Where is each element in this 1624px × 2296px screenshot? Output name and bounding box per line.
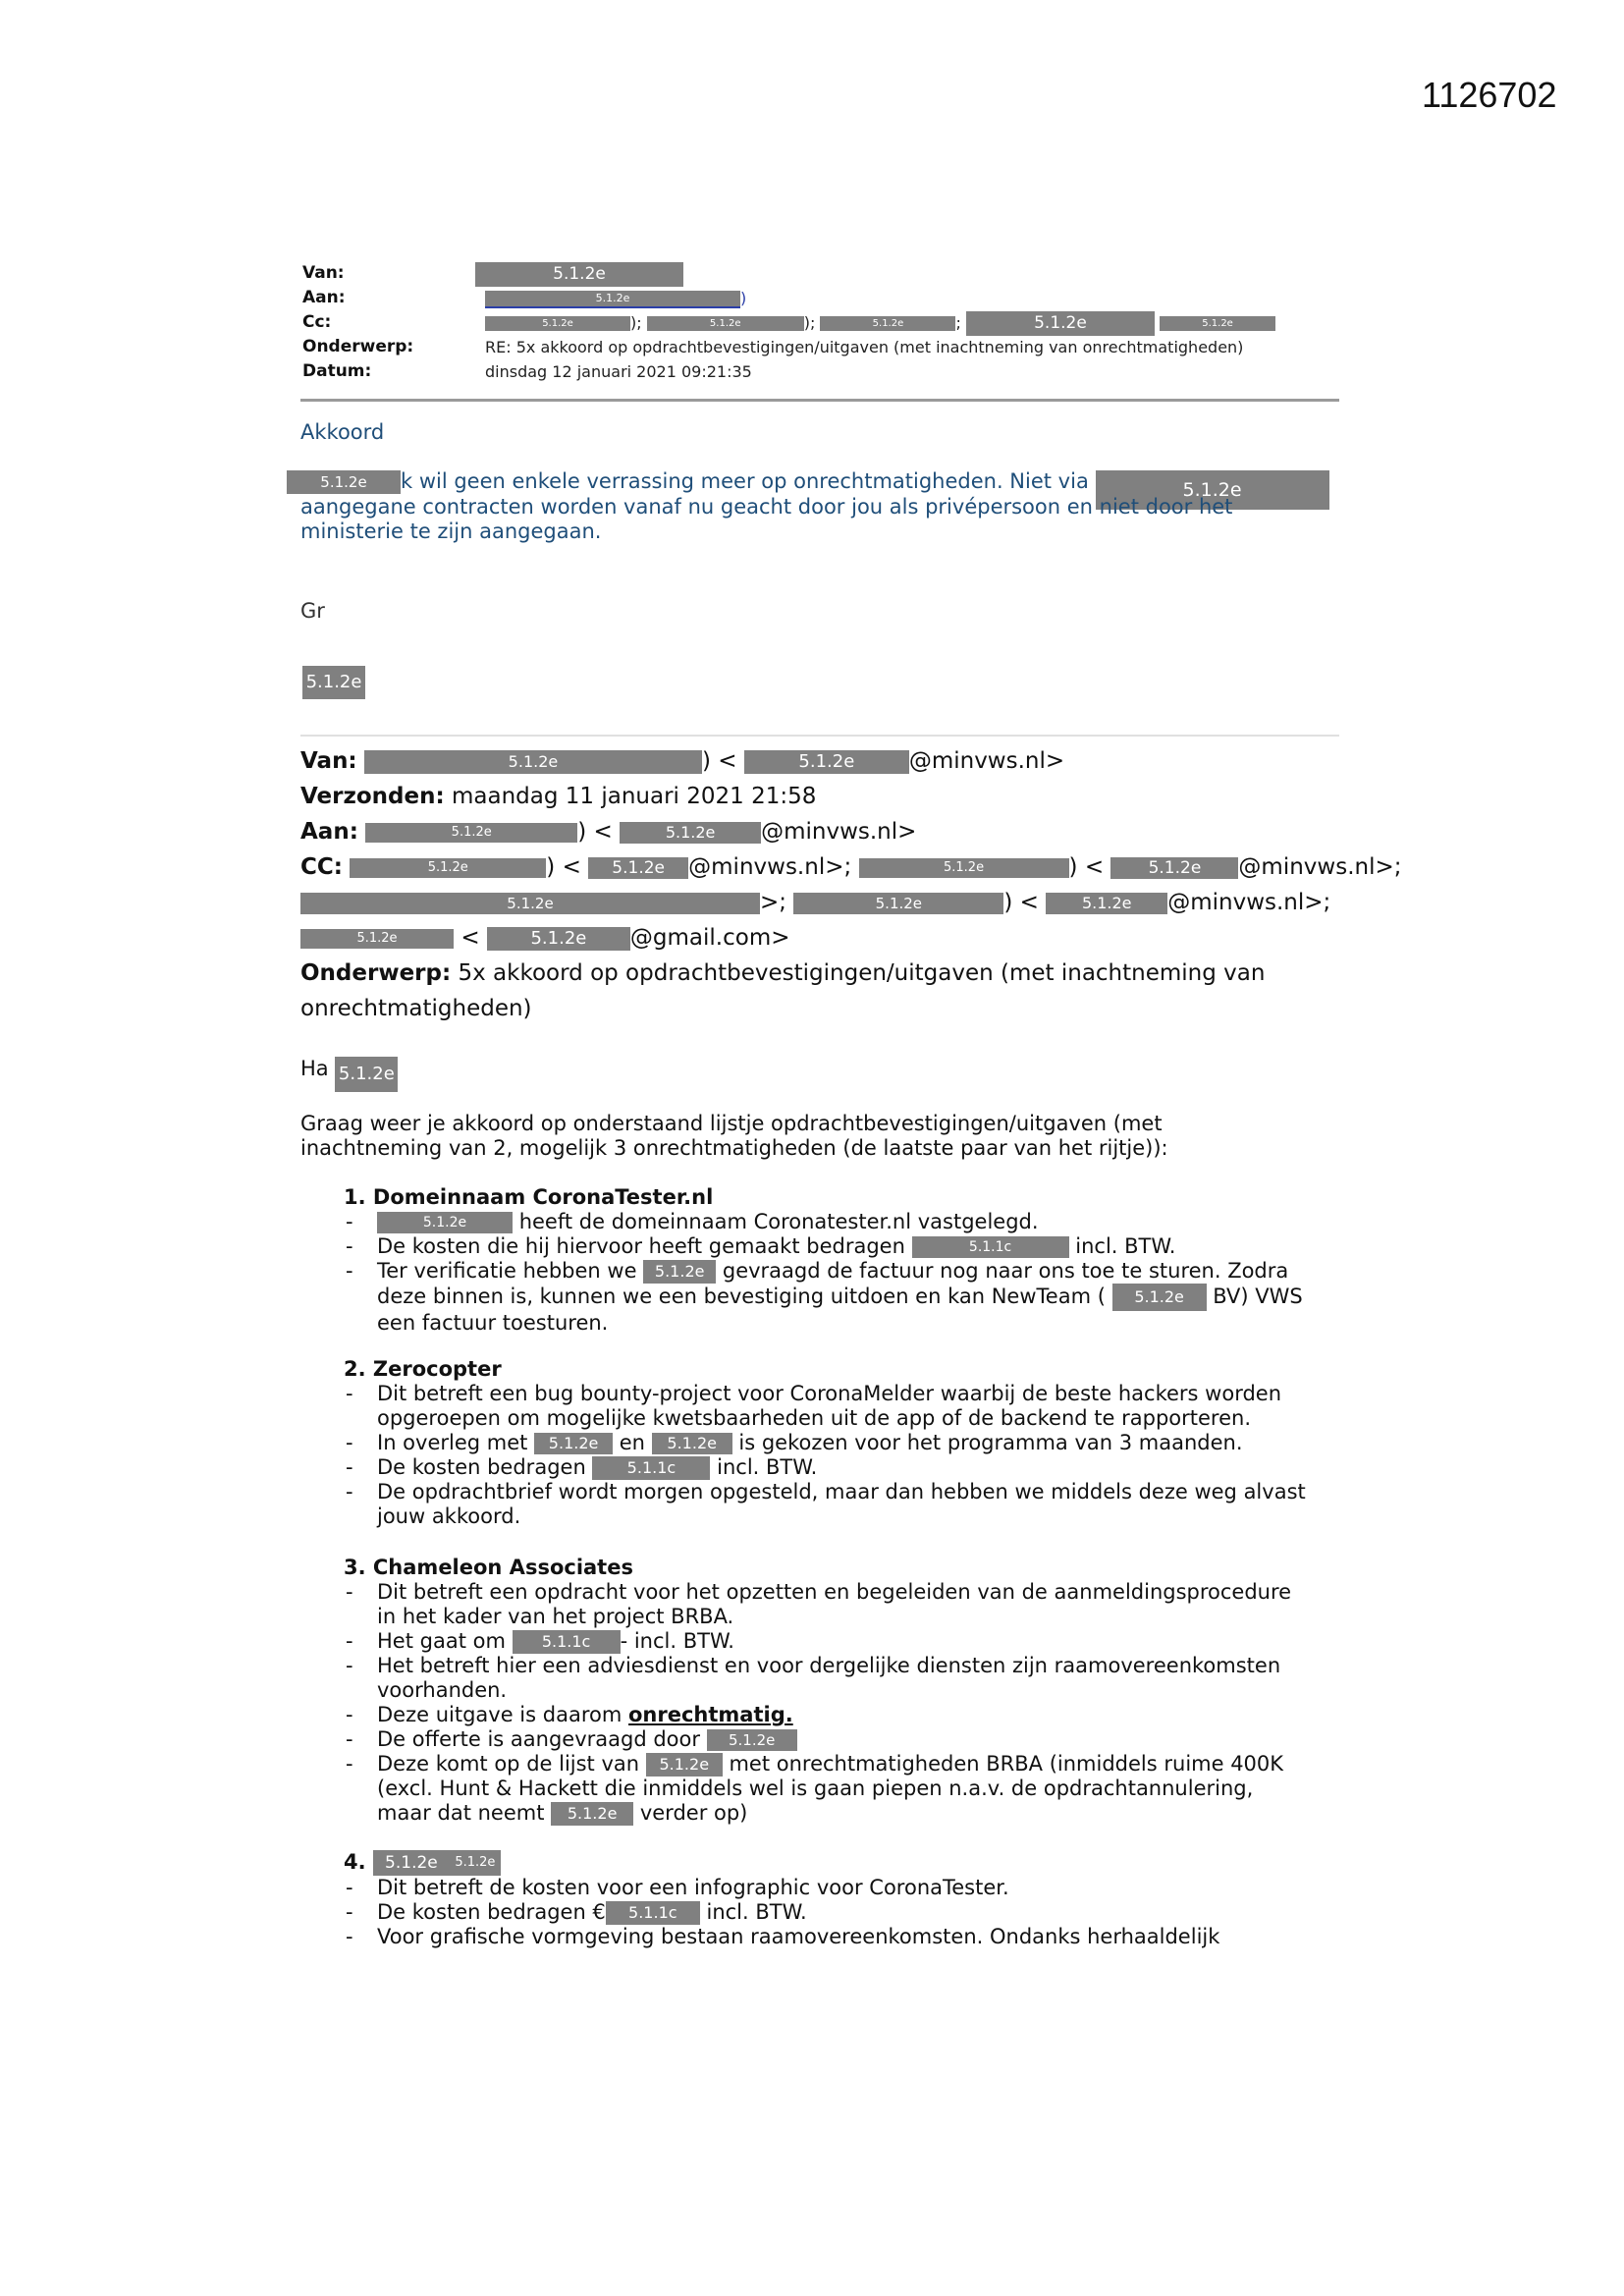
redaction-box: 5.1.2e: [1112, 1284, 1207, 1311]
redaction-box: 5.1.2e: [707, 1729, 797, 1751]
reply-paragraph-line-1: 5.1.2e k wil geen enkele verrassing meer op onrechtmatigheden. Niet via 5.1.2e: [287, 469, 1347, 510]
list-item: - Het gaat om 5.1.1c - incl. BTW.: [344, 1629, 1345, 1654]
paren: ): [740, 289, 747, 307]
redaction-box: 5.1.2e: [1046, 893, 1167, 914]
redaction-box: 5.1.2e: [373, 1850, 450, 1876]
redaction-box: 5.1.2e: [300, 929, 454, 949]
list-item: - Ter verificatie hebben we 5.1.2e gevraagd de factuur nog naar ons toe te sturen. Zodra deze binnen is, kunnen we een bevestiging uitdoen en kan NewTeam ( 5.1.2e BV) VWS een factuur toesturen.: [344, 1259, 1345, 1336]
date-value: dinsdag 12 januari 2021 09:21:35: [485, 362, 752, 381]
list-item: - Dit betreft een opdracht voor het opzetten en begeleiden van de aanmeldingsprocedure in het kader van het project BRBA.: [344, 1580, 1345, 1629]
redaction-box: 5.1.1c: [513, 1630, 621, 1654]
redaction-box: 5.1.1c: [592, 1456, 710, 1480]
list-item: - De kosten die hij hiervoor heeft gemaakt bedragen 5.1.1c incl. BTW.: [344, 1234, 1345, 1259]
fwd-cc-row-2: 5.1.2e >; 5.1.2e ) < 5.1.2e @minvws.nl>;: [300, 890, 1330, 915]
redaction-box: 5.1.2e: [820, 316, 955, 331]
redaction-box: 5.1.2e: [620, 822, 761, 844]
redaction-box: 5.1.2e: [793, 893, 1003, 914]
fwd-cc-row-3: 5.1.2e < 5.1.2e @gmail.com>: [300, 925, 790, 951]
redaction-box: 5.1.2e: [643, 1260, 716, 1284]
redaction-box: 5.1.2e: [485, 291, 740, 308]
redaction-box: 5.1.2e: [647, 316, 804, 331]
redaction-box: 5.1.2e: [302, 666, 365, 699]
document-id: 1126702: [1422, 75, 1557, 115]
redaction-box: 5.1.2e: [475, 262, 683, 287]
fwd-sent-row: Verzonden: maandag 11 januari 2021 21:58: [300, 784, 817, 809]
section-title: 2. Zerocopter: [344, 1357, 502, 1381]
list-item: - Deze uitgave is daarom onrechtmatig.: [344, 1703, 1345, 1727]
cc-separator: );: [630, 313, 642, 332]
redaction-box: 5.1.2e: [1096, 470, 1329, 510]
intro-line-1: Graag weer je akkoord op onderstaand lijstje opdrachtbevestigingen/uitgaven (met: [300, 1112, 1163, 1135]
redaction-box: 5.1.2e: [487, 927, 630, 951]
fwd-cc-row-1: CC: 5.1.2e ) < 5.1.2e @minvws.nl>; 5.1.2e ) < 5.1.2e @minvws.nl>;: [300, 854, 1402, 880]
cc-separator: ;: [955, 313, 961, 332]
reply-signature: [302, 666, 365, 699]
section-title: 4. 5.1.2e 5.1.2e: [344, 1850, 1345, 1876]
section-infographic: [344, 1850, 1345, 1949]
redaction-box: 5.1.1c: [912, 1236, 1069, 1258]
redaction-box: 5.1.2e: [300, 893, 760, 914]
list-item: - De kosten bedragen € 5.1.1c incl. BTW.: [344, 1900, 1345, 1925]
section-title: 1. Domeinnaam CoronaTester.nl: [344, 1185, 714, 1209]
section-domeinnaam: [344, 1185, 1345, 1336]
reply-greeting: Akkoord: [300, 420, 385, 444]
cc-separator: );: [803, 313, 816, 332]
to-label: Aan:: [302, 288, 346, 307]
redaction-box: 5.1.2e: [646, 1753, 723, 1777]
section-chameleon: [344, 1556, 1345, 1826]
redaction-box: 5.1.2e: [551, 1802, 633, 1826]
reply-paragraph-line-2: aangegane contracten worden vanaf nu geacht door jou als privépersoon en niet door het: [300, 495, 1233, 519]
redaction-box: 5.1.2e: [652, 1433, 732, 1454]
redaction-box: 5.1.2e: [365, 823, 577, 843]
header-divider: [300, 399, 1339, 402]
section-zerocopter: [344, 1357, 1345, 1529]
list-item: - Deze komt op de lijst van 5.1.2e met onrechtmatigheden BRBA (inmiddels ruime 400K (excl. Hunt & Hackett die inmiddels wel is gaan piepen n.a.v. de opdrachtannulering, maar dat neemt 5.1.2e verder op): [344, 1752, 1345, 1826]
salutation: Ha 5.1.2e: [300, 1057, 1341, 1092]
cc-label: Cc:: [302, 312, 332, 332]
fwd-subject-row-2: onrechtmatigheden): [300, 996, 532, 1021]
list-item: - Voor grafische vormgeving bestaan raamovereenkomsten. Ondanks herhaaldelijk: [344, 1925, 1345, 1949]
redaction-box: 5.1.2e: [335, 1057, 398, 1092]
emphasis-unlawful: onrechtmatig.: [628, 1703, 793, 1726]
date-label: Datum:: [302, 361, 372, 381]
redaction-box: 5.1.2e: [966, 311, 1155, 336]
redaction-box: 5.1.2e: [859, 858, 1069, 878]
list-item: - 5.1.2e heeft de domeinnaam Coronatester.nl vastgelegd.: [344, 1210, 1345, 1234]
redaction-box: 5.1.1c: [606, 1901, 700, 1925]
from-label: Van:: [302, 263, 345, 283]
section-title: 3. Chameleon Associates: [344, 1556, 633, 1579]
list-item: - De kosten bedragen 5.1.1c incl. BTW.: [344, 1455, 1345, 1480]
list-item: - Dit betreft een bug bounty-project voor CoronaMelder waarbij de beste hackers worden opgeroepen om mogelijke kwetsbaarheden uit de app of de backend te rapporteren.: [344, 1382, 1345, 1431]
redaction-box: 5.1.2e: [1160, 316, 1275, 331]
list-item: - Dit betreft de kosten voor een infographic voor CoronaTester.: [344, 1876, 1345, 1900]
redaction-box: 5.1.2e: [450, 1850, 501, 1876]
fwd-to-row: Aan: 5.1.2e ) < 5.1.2e @minvws.nl>: [300, 819, 917, 845]
forward-divider: [300, 735, 1339, 737]
redaction-box: 5.1.2e: [377, 1212, 513, 1233]
subject-label: Onderwerp:: [302, 337, 414, 356]
list-item: - De offerte is aangevraagd door 5.1.2e: [344, 1727, 1345, 1752]
redaction-box: 5.1.2e: [588, 857, 688, 879]
redaction-box: 5.1.2e: [364, 750, 702, 774]
redaction-box: 5.1.2e: [744, 750, 909, 774]
list-item: - Het betreft hier een adviesdienst en voor dergelijke diensten zijn raamovereenkomsten voorhanden.: [344, 1654, 1345, 1703]
list-item: - De opdrachtbrief wordt morgen opgesteld, maar dan hebben we middels deze weg alvast jouw akkoord.: [344, 1480, 1345, 1529]
redaction-box: 5.1.2e: [350, 858, 546, 878]
reply-closing: Gr: [300, 599, 325, 623]
fwd-from-row: Van: 5.1.2e ) < 5.1.2e @minvws.nl>: [300, 748, 1065, 774]
subject-value: RE: 5x akkoord op opdrachtbevestigingen/uitgaven (met inachtneming van onrechtmatigheden): [485, 338, 1244, 356]
redaction-box: 5.1.2e: [534, 1433, 613, 1454]
redaction-box: 5.1.2e: [485, 316, 630, 331]
redaction-box: 5.1.2e: [1110, 857, 1238, 879]
fwd-subject-row-1: Onderwerp: 5x akkoord op opdrachtbevestigingen/uitgaven (met inachtneming van: [300, 960, 1266, 986]
reply-paragraph-line-3: ministerie te zijn aangegaan.: [300, 519, 602, 543]
intro-line-2: inachtneming van 2, mogelijk 3 onrechtmatigheden (de laatste paar van het rijtje)):: [300, 1136, 1168, 1160]
list-item: - In overleg met 5.1.2e en 5.1.2e is gekozen voor het programma van 3 maanden.: [344, 1431, 1345, 1455]
redaction-box: 5.1.2e: [287, 470, 401, 494]
